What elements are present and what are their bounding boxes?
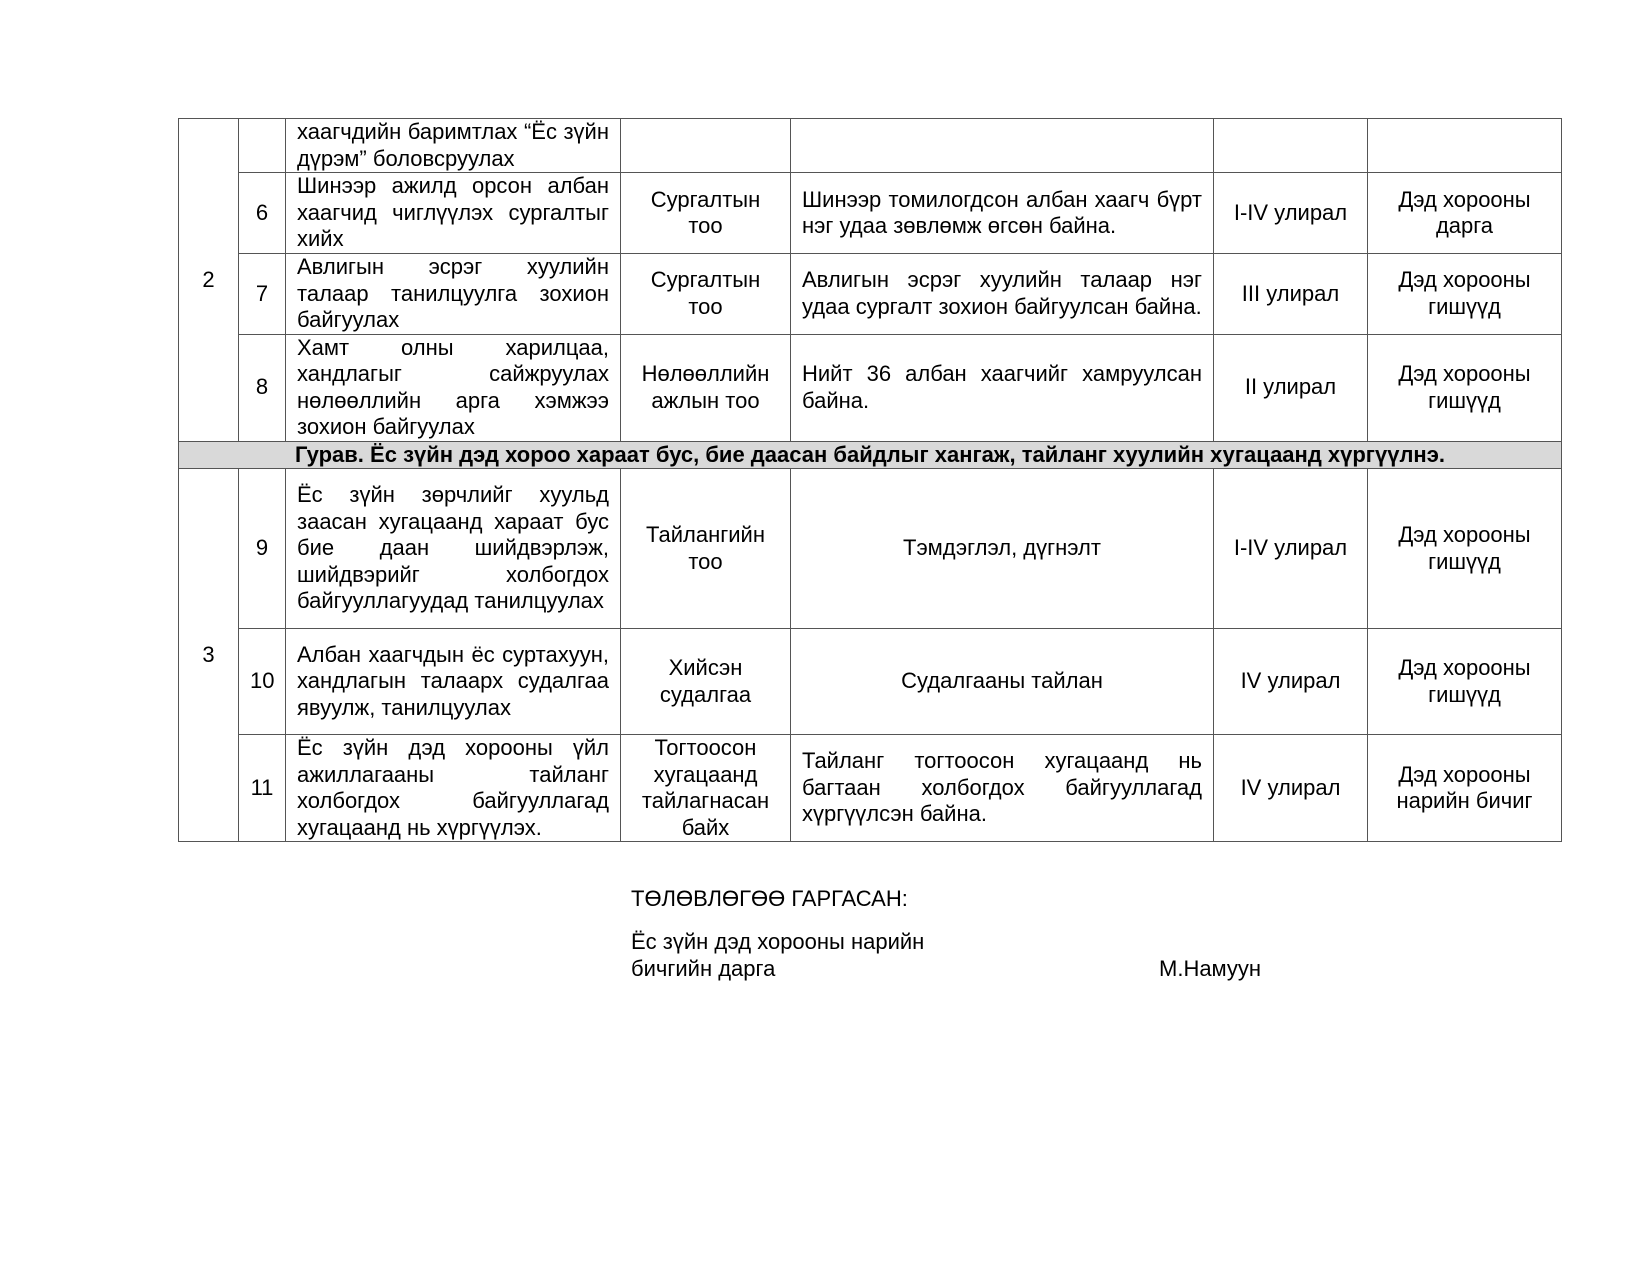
responsible-cell xyxy=(1368,119,1562,173)
plan-prepared-by-heading: ТӨЛӨВЛӨГӨӨ ГАРГАСАН: xyxy=(631,886,908,911)
responsible-cell: Дэд хорооны гишүүд xyxy=(1368,469,1562,629)
table-row xyxy=(179,469,1562,629)
time-cell: IV улирал xyxy=(1214,735,1368,842)
indicator-cell: Нөлөөллийн ажлын тоо xyxy=(621,334,791,441)
signatory-name: М.Намуун xyxy=(1159,956,1262,981)
result-cell: Нийт 36 албан хаагчийг хамруулсан байна. xyxy=(791,334,1214,441)
table-row xyxy=(179,735,1562,842)
section-heading-row xyxy=(179,441,1562,469)
responsible-cell: Дэд хорооны гишүүд xyxy=(1368,254,1562,335)
activity-cell: Ёс зүйн зөрчлийг хуульд заасан хугацаанд хараат бус бие даан шийдвэрлэж, шийдвэрийг холбогдох байгууллагуудад танилцуулах xyxy=(286,469,621,629)
table-row xyxy=(179,119,1562,173)
activity-cell: Авлигын эсрэг хуулийн талаар танилцуулга зохион байгуулах xyxy=(286,254,621,335)
time-cell: I-IV улирал xyxy=(1214,469,1368,629)
time-cell: I-IV улирал xyxy=(1214,173,1368,254)
section-number: 2 xyxy=(179,119,239,442)
activity-cell: Ёс зүйн дэд хорооны үйл ажиллагааны тайланг холбогдох байгууллагад хугацаанд нь хүргүүлэх. xyxy=(286,735,621,842)
time-cell: III улирал xyxy=(1214,254,1368,335)
signatory-position-line1: Ёс зүйн дэд хорооны нарийн xyxy=(631,929,925,954)
section-number: 3 xyxy=(179,469,239,842)
result-cell: Шинээр томилогдсон албан хаагч бүрт нэг удаа зөвлөмж өгсөн байна. xyxy=(791,173,1214,254)
signatory-position xyxy=(631,928,924,982)
row-number: 11 xyxy=(239,735,286,842)
time-cell: II улирал xyxy=(1214,334,1368,441)
responsible-cell: Дэд хорооны гишүүд xyxy=(1368,334,1562,441)
row-number xyxy=(239,119,286,173)
indicator-cell: Сургалтын тоо xyxy=(621,173,791,254)
indicator-cell: Тайлангийн тоо xyxy=(621,469,791,629)
signatory-position-line2: бичгийн дарга xyxy=(631,956,776,981)
row-number: 8 xyxy=(239,334,286,441)
row-number: 10 xyxy=(239,629,286,735)
indicator-cell xyxy=(621,119,791,173)
action-plan-table xyxy=(178,118,1562,842)
result-cell: Тайланг тогтоосон хугацаанд нь багтаан холбогдох байгууллагад хүргүүлсэн байна. xyxy=(791,735,1214,842)
table-row xyxy=(179,173,1562,254)
indicator-cell: Хийсэн судалгаа xyxy=(621,629,791,735)
activity-cell: Хамт олны харилцаа, хандлагыг сайжруулах нөлөөллийн арга хэмжээ зохион байгуулах xyxy=(286,334,621,441)
row-number: 7 xyxy=(239,254,286,335)
activity-cell: Шинээр ажилд орсон албан хаагчид чиглүүлэх сургалтыг хийх xyxy=(286,173,621,254)
table-row xyxy=(179,629,1562,735)
responsible-cell: Дэд хорооны дарга xyxy=(1368,173,1562,254)
table-row xyxy=(179,254,1562,335)
table-row xyxy=(179,334,1562,441)
responsible-cell: Дэд хорооны гишүүд xyxy=(1368,629,1562,735)
result-cell xyxy=(791,119,1214,173)
result-cell: Тэмдэглэл, дүгнэлт xyxy=(791,469,1214,629)
activity-cell: хаагчдийн баримтлах “Ёс зүйн дүрэм” боловсруулах xyxy=(286,119,621,173)
result-cell: Авлигын эсрэг хуулийн талаар нэг удаа сургалт зохион байгуулсан байна. xyxy=(791,254,1214,335)
activity-cell: Албан хаагчдын ёс суртахуун, хандлагын талаарх судалгаа явуулж, танилцуулах xyxy=(286,629,621,735)
result-cell: Судалгааны тайлан xyxy=(791,629,1214,735)
responsible-cell: Дэд хорооны нарийн бичиг xyxy=(1368,735,1562,842)
row-number: 6 xyxy=(239,173,286,254)
time-cell xyxy=(1214,119,1368,173)
indicator-cell: Тогтоосон хугацаанд тайлагнасан байх xyxy=(621,735,791,842)
row-number: 9 xyxy=(239,469,286,629)
indicator-cell: Сургалтын тоо xyxy=(621,254,791,335)
time-cell: IV улирал xyxy=(1214,629,1368,735)
section-heading: Гурав. Ёс зүйн дэд хороо хараат бус, бие даасан байдлыг хангаж, тайланг хуулийн хугацаанд хүргүүлнэ. xyxy=(179,441,1562,469)
